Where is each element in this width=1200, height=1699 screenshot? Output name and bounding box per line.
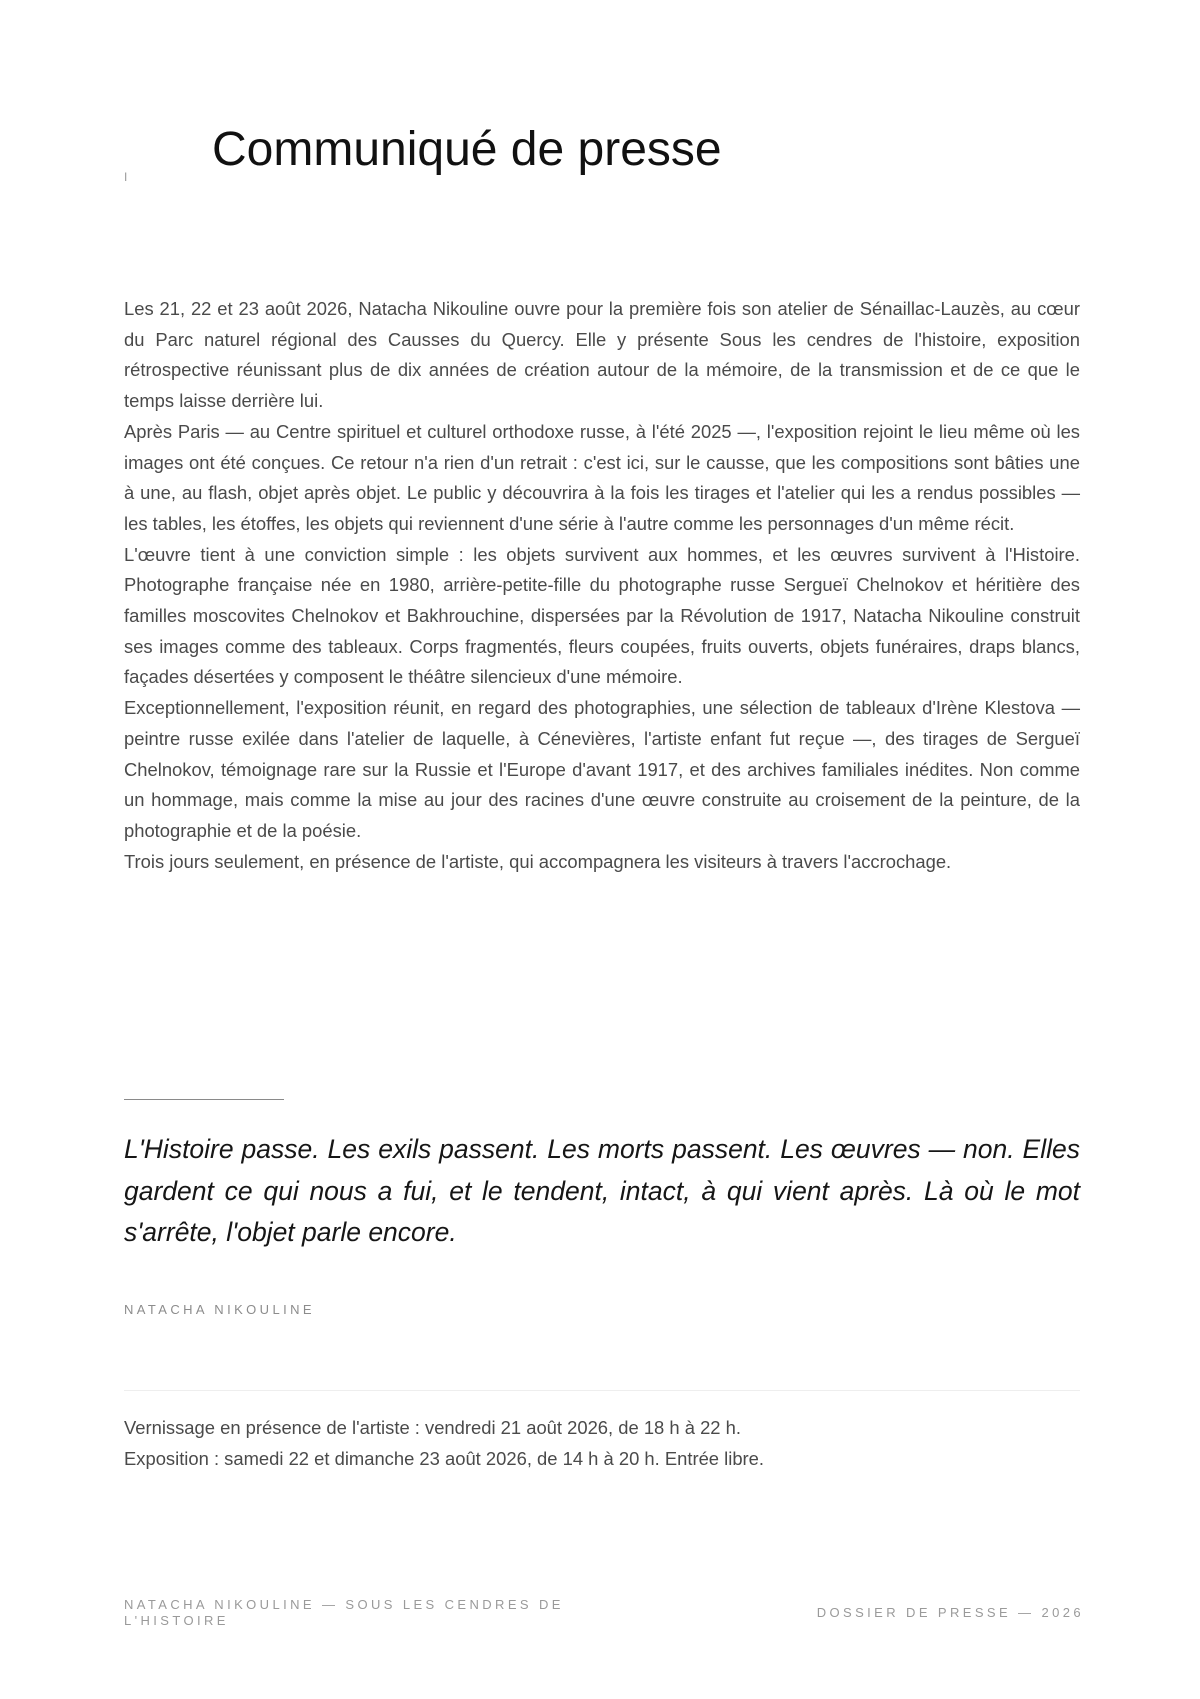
- body-paragraph: Les 21, 22 et 23 août 2026, Natacha Nikouline ouvre pour la première fois son atelier de Sénaillac-Lauzès, au cœur du Parc naturel régional des Causses du Quercy. Elle y présente Sous les cendres de l'histoire, exposition rétrospective réunissant plus de dix années de création autour de la mémoire, de la transmission et de ce que le temps laisse derrière lui.: [124, 298, 1080, 412]
- page-header: [124, 118, 1084, 198]
- press-release-body: [124, 294, 1080, 877]
- exposition-line: Exposition : samedi 22 et dimanche 23 août 2026, de 14 h à 20 h. Entrée libre.: [124, 1448, 765, 1469]
- body-paragraph: Exceptionnellement, l'exposition réunit, en regard des photographies, une sélection de tableaux d'Irène Klestova — peintre russe exilée dans l'atelier de laquelle, à Cénevières, l'artiste enfant fut reçue —, des tirages de Sergueï Chelnokov, témoignage rare sur la Russie et l'Europe d'avant 1917, et des archives familiales inédites. Non comme un hommage, mais comme la mise au jour des racines d'une œuvre construite au croisement de la peinture, de la photographie et de la poésie.: [124, 697, 1080, 841]
- event-info: [124, 1412, 1080, 1474]
- footer-left: NATACHA NIKOULINE — SOUS LES CENDRES DE L'HISTOIRE: [124, 1597, 564, 1628]
- footer-right: DOSSIER DE PRESSE — 2026: [816, 1605, 1084, 1620]
- page-title: Communiqué de presse: [212, 123, 722, 176]
- info-divider: [124, 1390, 1080, 1391]
- quote-divider: [124, 1099, 284, 1100]
- quote-author: NATACHA NIKOULINE: [124, 1302, 315, 1317]
- body-paragraph: Après Paris — au Centre spirituel et culturel orthodoxe russe, à l'été 2025 —, l'exposition rejoint le lieu même où les images ont été conçues. Ce retour n'a rien d'un retrait : c'est ici, sur le causse, que les compositions sont bâties une à une, au flash, objet après objet. Le public y découvrira à la fois les tirages et l'atelier qui les a rendus possibles — les tables, les étoffes, les objets qui reviennent d'une série à l'autre comme les personnages d'un même récit.: [124, 420, 1080, 534]
- body-paragraph: L'œuvre tient à une conviction simple : les objets survivent aux hommes, et les œuvres survivent à l'Histoire. Photographe française née en 1980, arrière-petite-fille du photographe russe Sergueï Chelnokov et héritière des familles moscovites Chelnokov et Bakhrouchine, dispersées par la Révolution de 1917, Natacha Nikouline construit ses images comme des tableaux. Corps fragmentés, fleurs coupées, fruits ouverts, objets funéraires, draps blancs, façades désertées y composent le théâtre silencieux d'une mémoire.: [124, 543, 1080, 688]
- header-mark: I: [124, 170, 128, 184]
- artist-quote: L'Histoire passe. Les exils passent. Les morts passent. Les œuvres — non. Elles gardent ce qui nous a fui, et le tendent, intact, à qui vient après. Là où le mot s'arrête, l'objet parle encore.: [124, 1134, 1080, 1247]
- body-paragraph: Trois jours seulement, en présence de l'artiste, qui accompagnera les visiteurs à travers l'accrochage.: [124, 850, 952, 872]
- vernissage-line: Vernissage en présence de l'artiste : vendredi 21 août 2026, de 18 h à 22 h.: [124, 1417, 741, 1438]
